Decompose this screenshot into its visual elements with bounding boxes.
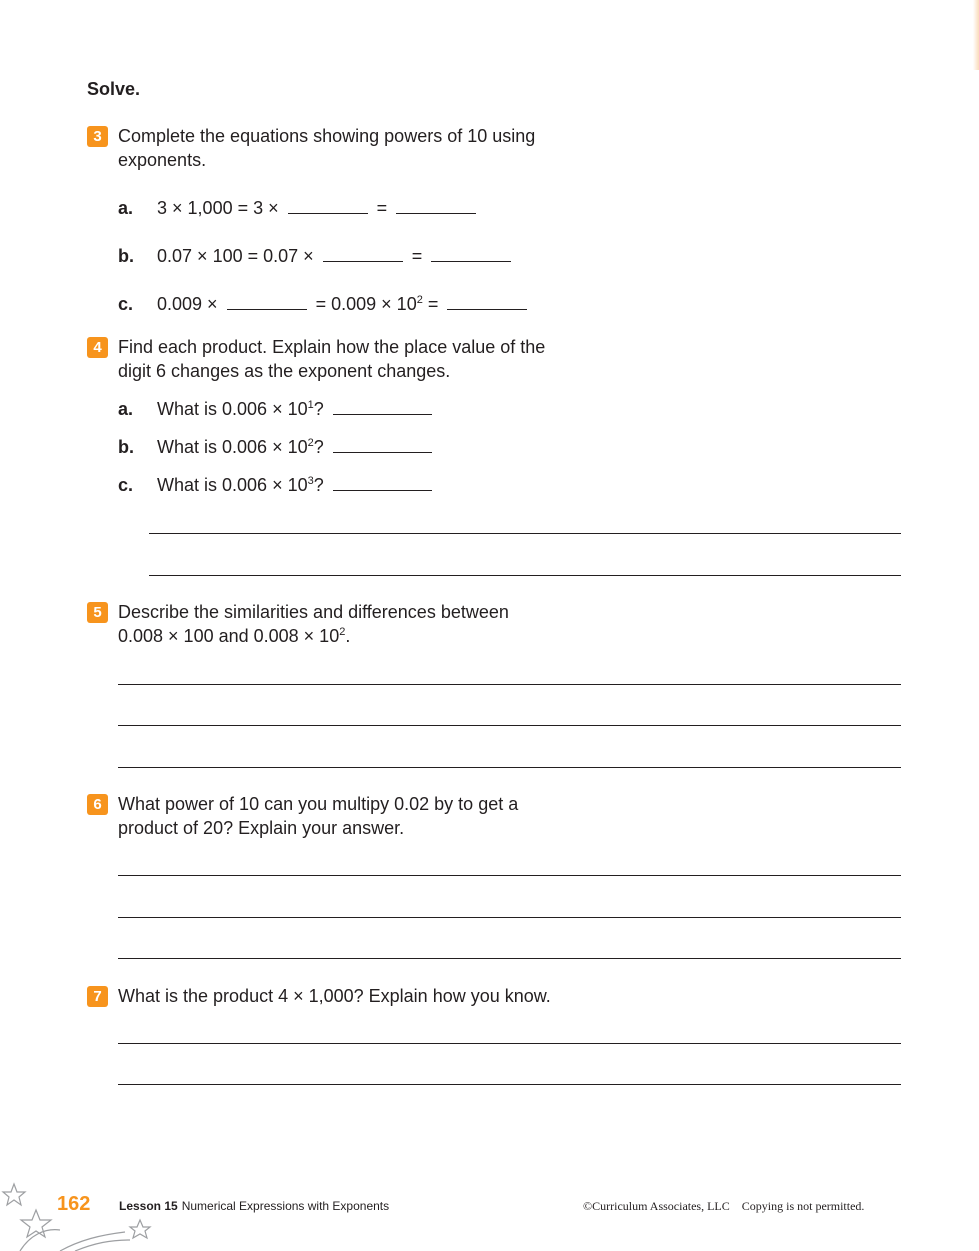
exponent: 2 [339, 626, 346, 638]
equals-sign: = [411, 246, 423, 266]
question-prompt: What is the product 4 × 1,000? Explain how you know. [118, 986, 551, 1006]
part-label: b. [118, 437, 134, 457]
answer-blank[interactable] [227, 293, 307, 310]
question-mark: ? [313, 475, 324, 495]
part-3b [118, 244, 515, 268]
answer-line[interactable] [118, 875, 901, 876]
equals-sign: = [376, 198, 388, 218]
equation-text: 0.009 × [157, 294, 218, 314]
answer-line[interactable] [118, 725, 901, 726]
part-4b [118, 435, 436, 459]
copying-notice: Copying is not permitted. [741, 1199, 865, 1213]
part-label: a. [118, 399, 134, 419]
equals-sign: = [427, 294, 439, 314]
question-text: What is 0.006 × 10 [157, 399, 308, 419]
part-label: c. [118, 475, 134, 495]
exponent: 2 [416, 294, 423, 306]
question-7 [87, 984, 687, 1008]
answer-blank[interactable] [431, 245, 511, 262]
answer-blank[interactable] [447, 293, 527, 310]
question-prompt: Find each product. Explain how the place value of the digit 6 changes as the exponent changes. [118, 337, 546, 381]
question-3 [87, 124, 557, 172]
part-3c [118, 292, 531, 316]
exponent: 1 [307, 399, 314, 411]
answer-line[interactable] [118, 1084, 901, 1085]
question-4 [87, 335, 557, 383]
question-prompt: Complete the equations showing powers of 10 using exponents. [118, 126, 536, 170]
answer-line[interactable] [118, 767, 901, 768]
question-mark: ? [313, 437, 324, 457]
lesson-title: Numerical Expressions with Exponents [181, 1199, 390, 1213]
page-footer [0, 1180, 979, 1251]
page-edge-shade [973, 0, 979, 70]
prompt-line [118, 624, 557, 648]
question-6 [87, 792, 557, 840]
question-number-badge: 3 [87, 126, 108, 147]
answer-blank[interactable] [333, 398, 432, 415]
answer-blank[interactable] [288, 197, 368, 214]
answer-line[interactable] [149, 533, 901, 534]
equation-text: 3 × 1,000 = 3 × [157, 198, 279, 218]
prompt-text: 0.008 × 100 and 0.008 × 10 [118, 626, 340, 646]
answer-line[interactable] [118, 684, 901, 685]
answer-blank[interactable] [333, 474, 432, 491]
question-number-badge: 5 [87, 602, 108, 623]
question-prompt: What power of 10 can you multipy 0.02 by to get a product of 20? Explain your answer. [118, 794, 519, 838]
question-5 [87, 600, 557, 648]
prompt-line: Describe the similarities and differences between [118, 602, 509, 622]
question-text: What is 0.006 × 10 [157, 475, 308, 495]
part-label: b. [118, 246, 134, 266]
question-prompt [118, 600, 557, 648]
question-mark: ? [313, 399, 324, 419]
part-4a [118, 397, 436, 421]
equation-text: 0.07 × 100 = 0.07 × [157, 246, 314, 266]
question-number-badge: 4 [87, 337, 108, 358]
answer-line[interactable] [118, 917, 901, 918]
question-number-badge: 6 [87, 794, 108, 815]
part-4c [118, 473, 436, 497]
prompt-end: . [345, 626, 351, 646]
page-number: 162 [57, 1193, 91, 1215]
part-label: c. [118, 294, 134, 314]
lesson-label: Lesson 15 [119, 1199, 178, 1213]
equation-text: = 0.009 × 10 [315, 294, 417, 314]
exponent: 2 [307, 437, 314, 449]
answer-line[interactable] [118, 958, 901, 959]
lesson-info [119, 1199, 389, 1213]
copyright-text: ©Curriculum Associates, LLC [583, 1199, 730, 1213]
question-text: What is 0.006 × 10 [157, 437, 308, 457]
question-number-badge: 7 [87, 986, 108, 1007]
part-3a [118, 196, 480, 220]
exponent: 3 [307, 475, 314, 487]
answer-blank[interactable] [396, 197, 476, 214]
answer-blank[interactable] [333, 436, 432, 453]
copyright-notice [583, 1199, 864, 1214]
answer-line[interactable] [118, 1043, 901, 1044]
answer-line[interactable] [149, 575, 901, 576]
part-label: a. [118, 198, 134, 218]
answer-blank[interactable] [323, 245, 403, 262]
section-heading: Solve. [87, 79, 141, 99]
